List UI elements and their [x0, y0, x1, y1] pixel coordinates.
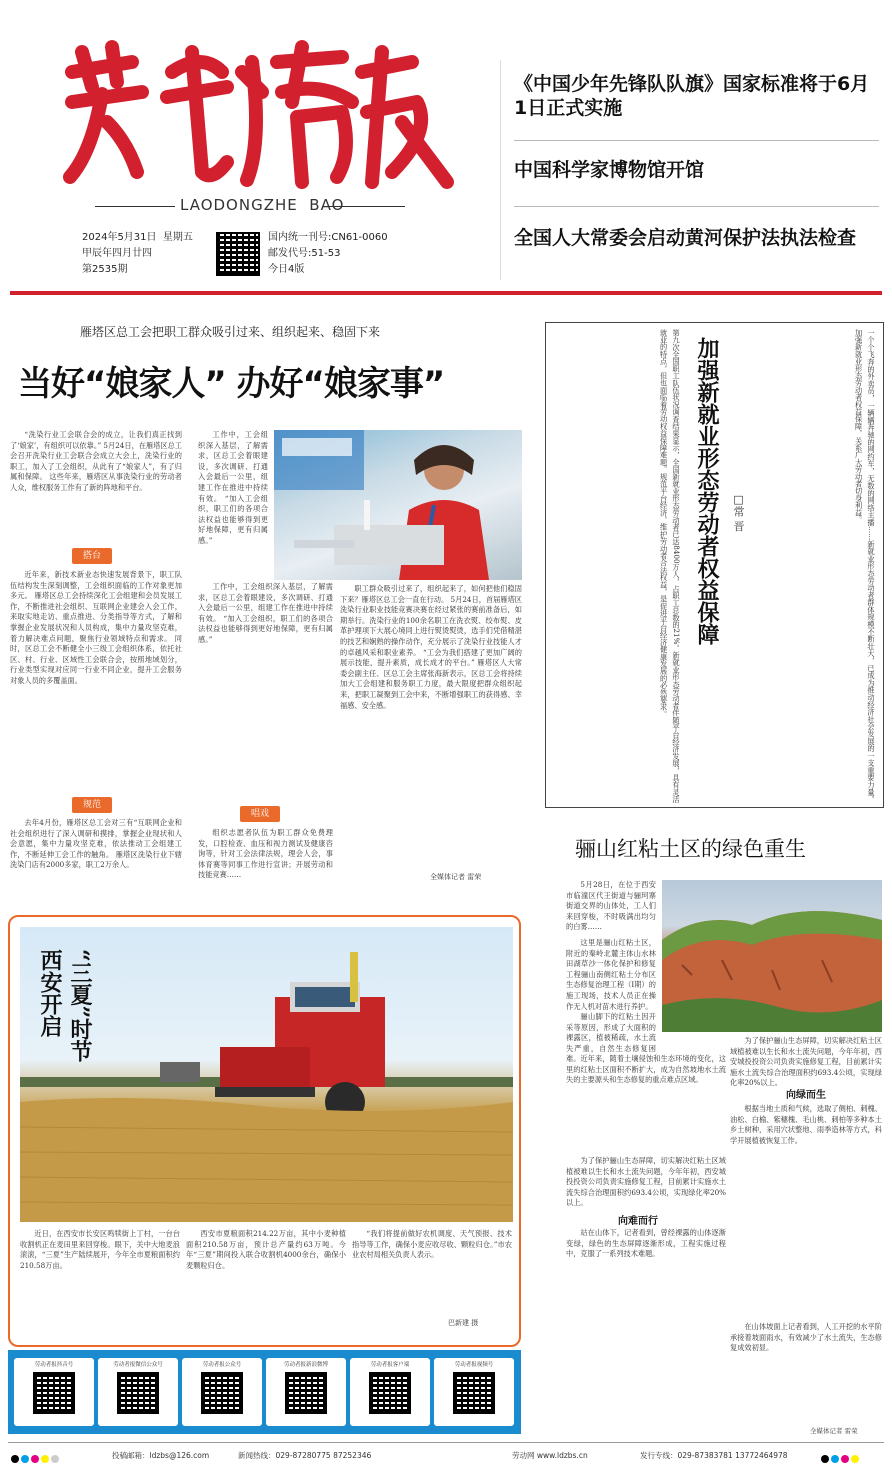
weekday: 星期五 — [162, 232, 193, 243]
masthead-qr-code[interactable] — [216, 232, 260, 276]
strip-card-weibo[interactable]: 劳动者报新浪微博 — [266, 1358, 346, 1426]
lishan-p5: 为了保护骊山生态屏障，切实解决红粘土区域植被难以生长和水土流失问题，今年年初，西安城投投资公司负责实施修复工程，目前累计实施水土流失综合治理面积约693.4公顷，实现绿化率20%以上。 — [566, 1156, 726, 1208]
footer-hotline: 新闻热线：029-87280775 87252346 — [238, 1451, 372, 1460]
lishan-p2: 这里是骊山红粘土区，附近的秦岭北麓主体山水林田湖草沙一体化保护和修复工程骊山南侧红粘土分布区生态修复治理工程（I期）的施工现场，技术人员正在操作无人机对苗木进行养护。 — [566, 938, 656, 1011]
masthead-divider — [10, 291, 882, 295]
footer-website[interactable]: 劳动网 www.ldzbs.cn — [512, 1451, 588, 1460]
lead-title[interactable]: 当好“娘家人” 办好“娘家事” — [18, 364, 445, 404]
feature-title[interactable]: 加强新就业形态劳动者权益保障 — [694, 337, 720, 645]
sanxia-text-2: 西安市夏粮面积214.22万亩，其中小麦种植面积210.58万亩，预计总产量约63万吨。今年“三夏”期间投入联合收割机4000余台，确保小麦颗粒归仓。 — [186, 1229, 346, 1270]
registration-marks-right — [820, 1449, 880, 1468]
laundry-worker-photo — [274, 430, 522, 580]
sanxia-photo-credit: 巴新建 摄 — [448, 1319, 479, 1327]
footer-email[interactable]: 投稿邮箱：ldzbs@126.com — [112, 1451, 210, 1460]
strip-card-wechat[interactable]: 劳动者报微信公众号 — [98, 1358, 178, 1426]
sanxia-text-3: “我们将提前做好农机调度、天气预报、技术指导等工作，确保小麦应收尽收、颗粒归仓。”市农业农村局相关负责人表示。 — [352, 1229, 512, 1260]
issue-number: 第2535期 — [82, 264, 128, 275]
feature-col-left: 第九次全国职工队伍状况调查结果显示，全国新就业形态劳动者已达8400万人，占职工总数的21%。新就业形态劳动者伴随平台经济发展，具有灵活就业的特点，但也面临着劳动权益保障难题。规范平台经济，维护劳动者合法权益，是促进平台经济健康发展的必然要求。 — [659, 329, 681, 803]
lishan-byline: 全媒体记者 雷荣 — [810, 1427, 858, 1435]
douyin-qr-icon — [33, 1372, 75, 1414]
tag-standard: 规范 — [72, 797, 112, 813]
lishan-p1: 5月28日，在位于西安市临潼区代王街道与骊珂寨街道交界的山体处，工人们来回穿梭，不时吸满出均匀的白雾…… — [566, 880, 656, 932]
red-clay-hill-icon — [662, 880, 882, 1032]
lishan-p6: 站在山体下，记者看到，曾经裸露的山体逐渐变绿，绿色的生态屏障逐渐形成，工程实施过程中，克服了一系列技术难题。 — [566, 1228, 726, 1259]
lead-col1c: 去年4月份，雁塔区总工会对三有“互联网企业和社会组织进行了深入调研和摸排，掌握企业现状和人会意愿，集中力量攻坚克难，依法推动工会组建工作，不断延伸工会工作的触角。 雁塔区洗染行业下辖洗染门店有2000多家，职工2万余人。 — [10, 818, 182, 870]
sanxia-text-1: 近日，在西安市长安区鸣犊街上丁村，一台台收割机正在麦田里来回穿梭。眼下，关中大地麦浪滚滚，“三夏”生产陆续展开，今年全市夏粮面积约210.58万亩。 — [20, 1229, 180, 1270]
logo-calligraphy-icon — [52, 32, 452, 192]
worker-illustration-icon — [274, 430, 522, 580]
headline-1[interactable]: 《中国少年先锋队队旗》国家标准将于6月1日正式实施 — [514, 73, 870, 119]
lead-col2: 工作中，工会组织深入基层，了解需求，区总工会着眼建设，多次调研、打通入会最后一公里，组建工作在推进中持续有效。 “加入工会组织，职工们的各项合法权益也能够得到更好地保障，更有归属感。” — [198, 430, 268, 545]
lead-kicker: 雁塔区总工会把职工群众吸引过来、组织起来、稳固下来 — [80, 325, 381, 339]
color-registration-icon — [10, 1454, 90, 1464]
lead-col2b: 组织志愿者队伍为职工群众免费理发，口腔检查、血压和视力测试及健康咨询等，针对工会法律法规，理会人会，事体育赛等同事工作进行宣讲；开展劳动和技能竞赛…… — [198, 828, 333, 880]
lishan-col-right-top: 为了保护骊山生态屏障，切实解决红粘土区域植被难以生长和水土流失问题，今年年初，西安城投投资公司负责实施修复工程，目前累计实施水土流失综合治理面积约693.4公顷，实现绿化率20%以上。 — [730, 1036, 882, 1088]
feature-box — [545, 322, 884, 808]
lead-col1: “洗染行业工会联合会的成立，让我们真正找到了‘娘家’，有组织可以依靠。” 5月24日，在雁塔区总工会召开洗染行业工会联合会成立大会上，洗染行业的职工，加入了工会组织，从此有了“娘家人”，有了归属和保障。 这些年来，雁塔区从事洗染行业的劳动者人众，维权服务工作有了新的阵地和平台。 — [10, 430, 182, 492]
lishan-p3: 骊山脚下的红粘土因开采等原因，形成了大面积的裸露区，植被稀疏，水土流失严重，自然生态修复困难。 — [566, 1012, 656, 1064]
lishan-title[interactable]: 骊山红粘土区的绿色重生 — [575, 837, 806, 861]
wechat-qr-icon — [117, 1372, 159, 1414]
headline-2[interactable]: 中国科学家博物馆开馆 — [514, 159, 705, 181]
lead-col3: 职工群众吸引过来了，组织起来了，如何把他们稳固下来？雁塔区总工会一直在行动。 5月24日，首届雁塔区洗染行业职业技能竞赛决赛在经过紧张的赛前准备后，如期举行。洗染行业的100余名职工在洗衣熨、绞布熨、皮革护理项下大展心境同上进行熨烫熨烫，选手们凭借精湛的技艺和娴熟的操作动作，充分展示了洗染行业技能人才的卓越风采和职业素养。 “工会为我们搭建了更加广阔的展示技能，提升素质，成长成才的平台。” 雁塔区人大常委会副主任、区总工会主席张海新表示，区总工会将持续加大工会组建和服务职工力度，最大限度把群众组织起来，把职工凝聚到工会中来，不断增强职工的获得感、幸福感、安全感。 — [340, 584, 522, 710]
strip-card-official[interactable]: 劳动者报公众号 — [182, 1358, 262, 1426]
page-count: 今日4版 — [268, 264, 305, 275]
footer-distribution: 发行专线：029-87383781 13772464978 — [640, 1451, 788, 1460]
postal-code: 邮发代号:51-53 — [268, 248, 341, 259]
harvester-photo — [20, 927, 513, 1222]
red-clay-hill-photo — [662, 880, 882, 1032]
strip-card-app[interactable]: 劳动者报客户端 — [350, 1358, 430, 1426]
strip-card-douyin[interactable]: 劳动者报抖音号 — [14, 1358, 94, 1426]
media-strip — [8, 1350, 521, 1434]
lead-byline: 全媒体记者 雷荣 — [430, 873, 482, 881]
lead-col1b: 近年来，新技术新业态快速发展背景下，职工队伍结构发生深刻调整，工会组织面临的工作对象更加多元。 雁塔区总工会持续深化工会组建和会员发展工作，不断推进社会组织、互联网企业建会入会工作，来取实地走访、重点推进、分类指导等方式，了解和掌握企业发展状况和人员构成，集中力量攻坚克难，着力解决难点问题，聚焦行业领域特点和需求。 同时，区总工会不断健全小三级工会组织体系，依托社区、村、行业、区域性工会联合会，按照地域划分，行业类型实现对应同一行业不同企业，提升工会服务对象人员的多覆盖面。 — [10, 570, 182, 685]
tag-stage: 搭台 — [72, 548, 112, 564]
headline-3[interactable]: 全国人大常委会启动黄河保护法执法检查 — [514, 227, 857, 249]
feature-col-right: 一个个飞奔的外卖员，一辆辆奔驰的网约车，无数的网络主播……新就业形态劳动者群体规模不断壮大，已成为推动经济社会发展的一支重要力量。加强新就业形态劳动者权益保障，关系广大劳动者切身利益。 — [854, 329, 876, 803]
lunar-date: 甲辰年四月廿四 — [82, 248, 152, 259]
color-registration-icon — [820, 1454, 880, 1464]
newspaper-logo — [52, 32, 452, 192]
sanxia-story — [8, 915, 521, 1347]
lishan-sub-heading-2: 向难而行 — [618, 1216, 658, 1227]
lishan-p4: 近年来，随着土壤侵蚀和生态环境的变化，这里的红粘土区面积不断扩大，成为自然坡地水土流失的主要源头和生态修复的重点难点区域。 — [566, 1054, 726, 1085]
issue-date: 2024年5月31日 — [82, 232, 157, 243]
official-qr-icon — [201, 1372, 243, 1414]
weibo-qr-icon — [285, 1372, 327, 1414]
registration-marks — [10, 1449, 90, 1468]
tag-perform: 唱戏 — [240, 806, 280, 822]
sanxia-title-line2[interactable]: “三夏”时节 — [67, 949, 93, 1063]
lead-col2-continued: 工作中，工会组织深入基层，了解需求，区总工会着眼建设，多次调研、打通入会最后一公里，组建工作在推进中持续有效。 “加入工会组织，职工们的各项合法权益也能够得到更好地保障，更有归属感。” — [198, 582, 333, 644]
lishan-p8: 在山体坡面上记者看到，人工开挖的水平阶承接着坡面雨水，有效减少了水土流失，生态修复成效初显。 — [730, 1322, 882, 1353]
lishan-sub-heading-1: 向绿而生 — [786, 1090, 826, 1101]
logo-pinyin: LAODONGZHE BAO — [180, 196, 345, 214]
strip-card-video[interactable]: 劳动者报视频号 — [434, 1358, 514, 1426]
lishan-p7: 根据当地土质和气候，选取了侧柏、刺槐、油松、白榆、紫穗槐、毛山桃、刺柏等多种本土乡土树种，采用穴状整地、雨季造林等方式，科学开展植被恢复工作。 — [730, 1104, 882, 1145]
app-qr-icon — [369, 1372, 411, 1414]
video-qr-icon — [453, 1372, 495, 1414]
harvester-illustration-icon — [20, 927, 513, 1222]
feature-author: □常 晋 — [732, 493, 745, 532]
sanxia-title-line1[interactable]: 西安开启 — [37, 949, 63, 1037]
cn-number: 国内统一刊号:CN61-0060 — [268, 232, 388, 243]
